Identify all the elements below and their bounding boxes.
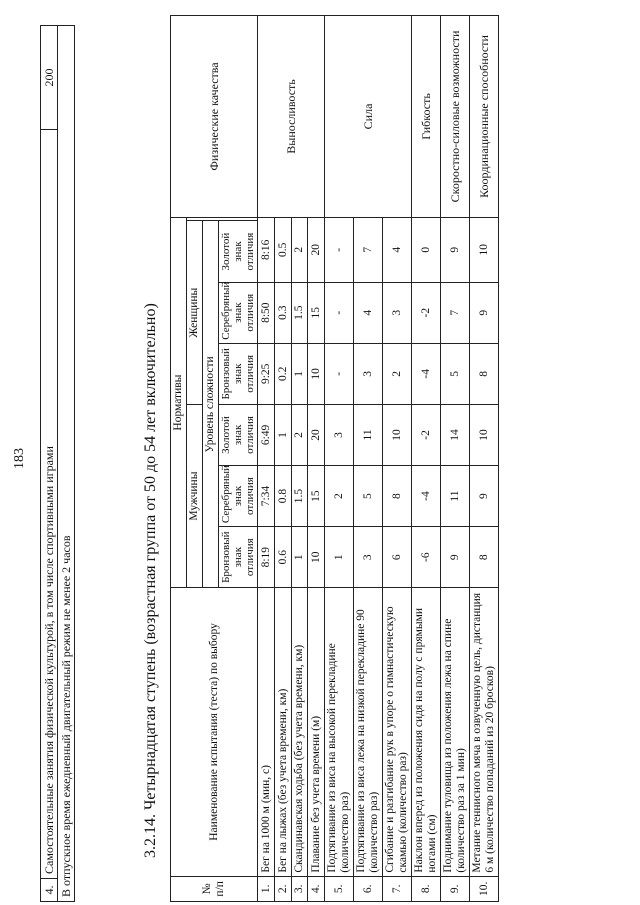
men-gold: 3 xyxy=(325,404,354,465)
table-row xyxy=(325,16,354,902)
women-bronze: 5 xyxy=(441,343,470,404)
header-men-gold: Золотой знак отличия xyxy=(219,404,258,465)
header-men-silver: Серебряный знак отличия xyxy=(219,466,258,527)
men-gold: 10 xyxy=(383,404,412,465)
table-row xyxy=(41,26,58,902)
women-silver: - xyxy=(325,282,354,343)
row-number: 3. xyxy=(292,876,308,901)
row-number: 9. xyxy=(441,876,470,901)
men-bronze: -6 xyxy=(412,527,441,588)
row-number: 4. xyxy=(41,879,58,902)
women-gold: 10 xyxy=(470,217,499,282)
men-silver: 2 xyxy=(325,466,354,527)
men-gold: 10 xyxy=(470,404,499,465)
row-points: 200 xyxy=(41,26,58,130)
men-gold: 20 xyxy=(308,404,325,465)
header-row xyxy=(171,16,187,902)
men-gold: 1 xyxy=(275,404,292,465)
women-bronze: 8 xyxy=(470,343,499,404)
header-level: Уровень сложности xyxy=(203,221,219,588)
test-name: Бег на 1000 м (мин, с) xyxy=(258,588,275,876)
row-number: 10. xyxy=(470,876,499,901)
women-gold: 20 xyxy=(308,217,325,282)
women-bronze: 10 xyxy=(308,343,325,404)
header-men: Мужчины xyxy=(187,404,203,587)
women-silver: 4 xyxy=(354,282,383,343)
previous-table-fragment xyxy=(40,25,75,902)
women-bronze: 0.2 xyxy=(275,343,292,404)
test-name: Сгибание и разгибание рук в упоре о гимнастическую скамью (количество раз) xyxy=(383,588,412,876)
norms-table xyxy=(170,15,499,902)
women-silver: 15 xyxy=(308,282,325,343)
row-number: 2. xyxy=(275,876,292,901)
header-men-bronze: Бронзовый знак отличия xyxy=(219,527,258,588)
header-qualities: Физические качества xyxy=(171,16,258,218)
women-silver: 9 xyxy=(470,282,499,343)
section-title: 3.2.14. Четырнадцатая ступень (возрастная группа от 50 до 54 лет включительно) xyxy=(142,303,159,858)
row-number: 6. xyxy=(354,876,383,901)
men-silver: 7:34 xyxy=(258,466,275,527)
test-name: Бег на лыжах (без учета времени, км) xyxy=(275,588,292,876)
row-number: 4. xyxy=(308,876,325,901)
women-gold: 7 xyxy=(354,217,383,282)
table-row xyxy=(58,26,75,902)
header-women-silver: Серебряный знак отличия xyxy=(219,282,258,343)
header-num: № п/п xyxy=(171,876,258,901)
men-gold: 2 xyxy=(292,404,308,465)
men-bronze: 8 xyxy=(470,527,499,588)
men-gold: 11 xyxy=(354,404,383,465)
women-gold: 4 xyxy=(383,217,412,282)
table-row xyxy=(258,16,275,902)
women-silver: 8:50 xyxy=(258,282,275,343)
row-number: 5. xyxy=(325,876,354,901)
men-bronze: 0.6 xyxy=(275,527,292,588)
women-silver: -2 xyxy=(412,282,441,343)
men-silver: 15 xyxy=(308,466,325,527)
test-name: Подтягивание из виса на высокой перекладине (количество раз) xyxy=(325,588,354,876)
table-row xyxy=(441,16,470,902)
women-silver: 1.5 xyxy=(292,282,308,343)
women-gold: 0.5 xyxy=(275,217,292,282)
quality-strength: Сила xyxy=(325,16,412,218)
men-bronze: 6 xyxy=(383,527,412,588)
men-bronze: 1 xyxy=(292,527,308,588)
men-bronze: 1 xyxy=(325,527,354,588)
men-silver: 0.8 xyxy=(275,466,292,527)
men-bronze: 10 xyxy=(308,527,325,588)
test-name: Поднимание туловища из положения лежа на спине (количество раз за 1 мин) xyxy=(441,588,470,876)
women-gold: 8:16 xyxy=(258,217,275,282)
test-name: Наклон вперед из положения сидя на полу с прямыми ногами (см) xyxy=(412,588,441,876)
women-silver: 3 xyxy=(383,282,412,343)
men-bronze: 3 xyxy=(354,527,383,588)
header-women-bronze: Бронзовый знак отличия xyxy=(219,343,258,404)
women-gold: 2 xyxy=(292,217,308,282)
men-bronze: 9 xyxy=(441,527,470,588)
test-name: Метание теннисного мяча в озвученную цель, дистанция 6 м (количество попаданий из 20 бросков) xyxy=(470,588,499,876)
quality-endurance: Выносливость xyxy=(258,16,325,218)
women-bronze: 9:25 xyxy=(258,343,275,404)
table-row xyxy=(412,16,441,902)
men-silver: 1.5 xyxy=(292,466,308,527)
quality-flexibility: Гибкость xyxy=(412,16,441,218)
women-gold: - xyxy=(325,217,354,282)
row-number: 8. xyxy=(412,876,441,901)
women-gold: 9 xyxy=(441,217,470,282)
quality-speed-strength: Скоростно-силовые возможности xyxy=(441,16,470,218)
men-gold: -2 xyxy=(412,404,441,465)
women-bronze: 1 xyxy=(292,343,308,404)
header-women-gold: Золотой знак отличия xyxy=(219,221,258,282)
men-bronze: 8:19 xyxy=(258,527,275,588)
women-silver: 7 xyxy=(441,282,470,343)
women-bronze: -4 xyxy=(412,343,441,404)
men-gold: 6:49 xyxy=(258,404,275,465)
row-number: 1. xyxy=(258,876,275,901)
women-bronze: - xyxy=(325,343,354,404)
page-number: 183 xyxy=(12,448,27,469)
women-silver: 0.3 xyxy=(275,282,292,343)
header-name: Наименование испытания (теста) по выбору xyxy=(171,588,258,876)
men-gold: 14 xyxy=(441,404,470,465)
women-gold: 0 xyxy=(412,217,441,282)
test-name: Скандинавская ходьба (без учета времени, км) xyxy=(292,588,308,876)
test-name: Плавание без учета времени (м) xyxy=(308,588,325,876)
table-row xyxy=(470,16,499,902)
men-silver: 11 xyxy=(441,466,470,527)
row-text: Самостоятельные занятия физической культурой, в том числе спортивными играми xyxy=(41,130,58,879)
header-women: Женщины xyxy=(187,221,203,404)
header-norms: Нормативы xyxy=(171,217,187,587)
men-silver: 8 xyxy=(383,466,412,527)
full-width-row: В отпускное время ежедневный двигательный режим не менее 2 часов xyxy=(58,26,75,902)
men-silver: -4 xyxy=(412,466,441,527)
women-bronze: 3 xyxy=(354,343,383,404)
men-silver: 9 xyxy=(470,466,499,527)
row-number: 7. xyxy=(383,876,412,901)
quality-coordination: Координационные способности xyxy=(470,16,499,218)
women-bronze: 2 xyxy=(383,343,412,404)
test-name: Подтягивание из виса лежа на низкой перекладине 90 (количество раз) xyxy=(354,588,383,876)
men-silver: 5 xyxy=(354,466,383,527)
